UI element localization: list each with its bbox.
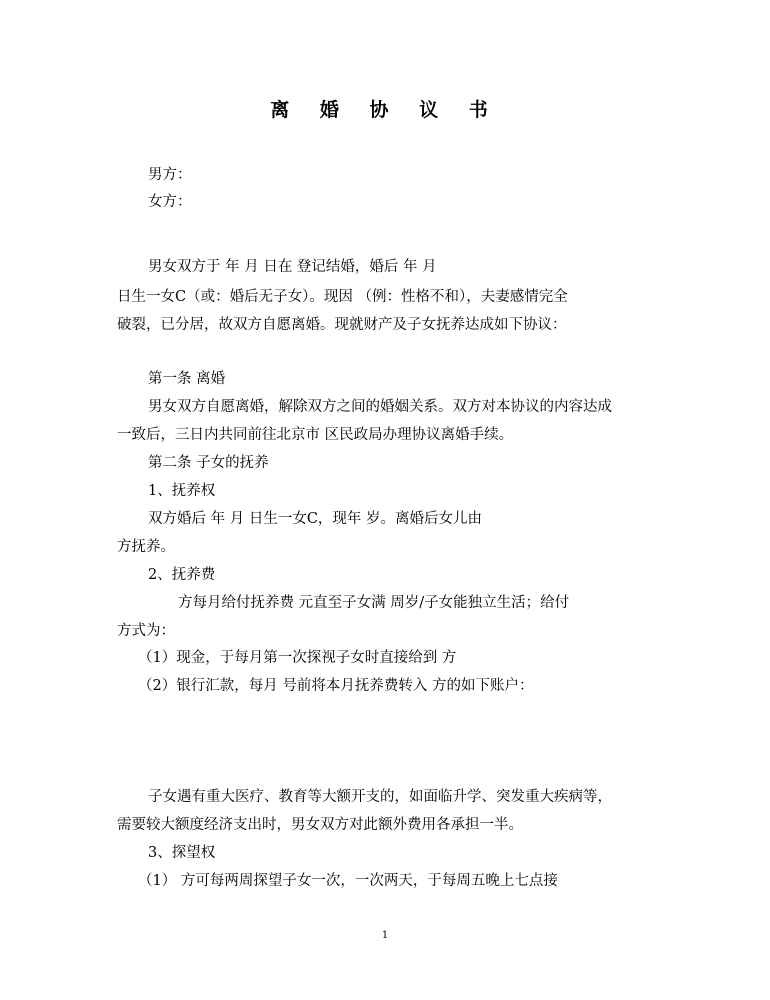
paragraph-line: 双方婚后 年 月 日生一女C，现年 岁。离婚后女儿由 bbox=[148, 511, 483, 527]
list-item: （2）银行汇款，每月 号前将本月抚养费转入 方的如下账户： bbox=[138, 678, 534, 694]
paragraph-line: 子女遇有重大医疗、教育等大额开支的，如面临升学、突发重大疾病等， bbox=[148, 789, 612, 805]
article-heading: 第一条 离婚 bbox=[148, 371, 226, 387]
section-heading: 1、抚养权 bbox=[148, 483, 216, 499]
paragraph-line: 日生一女C（或：婚后无子女）。现因 （例：性格不和），夫妻感情完全 bbox=[117, 289, 568, 305]
list-item: （1）现金，于每月第一次探视子女时直接给到 方 bbox=[138, 650, 457, 666]
paragraph-line: 方式为： bbox=[117, 623, 175, 639]
list-item: （1） 方可每两周探望子女一次，一次两天，于每周五晚上七点接 bbox=[138, 873, 558, 889]
paragraph-line: 方每月给付抚养费 元直至子女满 周岁/子女能独立生活；给付 bbox=[178, 595, 570, 611]
paragraph-line: 男女双方自愿离婚，解除双方之间的婚姻关系。双方对本协议的内容达成 bbox=[148, 399, 612, 415]
husband-line: 男方： bbox=[148, 167, 192, 183]
paragraph-line: 破裂，已分居，故双方自愿离婚。现就财产及子女抚养达成如下协议： bbox=[117, 317, 567, 333]
paragraph-line: 男女双方于 年 月 日在 登记结婚，婚后 年 月 bbox=[148, 259, 437, 275]
paragraph-line: 需要较大额度经济支出时，男女双方对此额外费用各承担一半。 bbox=[117, 817, 523, 833]
document-title: 离 婚 协 议 书 bbox=[270, 99, 500, 121]
page-number: 1 bbox=[381, 930, 389, 941]
wife-line: 女方： bbox=[148, 194, 192, 210]
paragraph-line: 方抚养。 bbox=[117, 539, 175, 555]
section-heading: 3、探望权 bbox=[148, 845, 216, 861]
section-heading: 2、抚养费 bbox=[148, 567, 216, 583]
paragraph-line: 一致后，三日内共同前往北京市 区民政局办理协议离婚手续。 bbox=[117, 427, 514, 443]
article-heading: 第二条 子女的抚养 bbox=[148, 455, 269, 471]
